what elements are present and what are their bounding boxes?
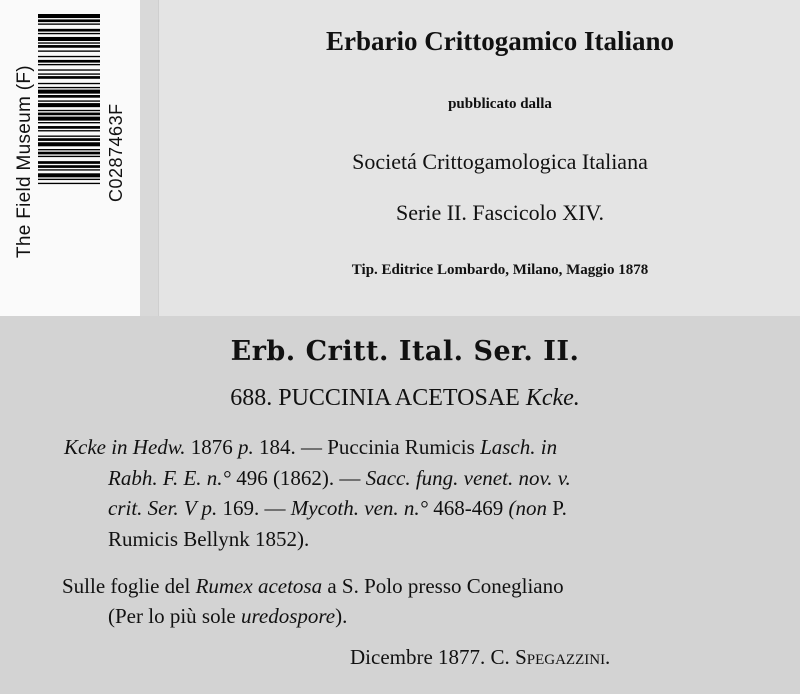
citation-text: Mycoth. ven. n.°: [290, 496, 429, 520]
citation-text: P.: [547, 496, 567, 520]
citation-text: 184. — Puccinia Rumicis: [253, 435, 481, 459]
barcode: [38, 14, 100, 278]
locality-line-1: [62, 574, 564, 599]
barcode-bar: [38, 113, 100, 116]
barcode-card-edge: [140, 0, 158, 316]
citation-text: Rabh. F. E. n.°: [108, 466, 231, 490]
barcode-bar: [38, 95, 100, 98]
citation-text: Sacc. fung. venet. nov. v.: [365, 466, 571, 490]
synonymy-line-1: [64, 435, 557, 460]
barcode-bar: [38, 33, 100, 34]
barcode-bar: [38, 183, 100, 184]
barcode-bar: [38, 156, 100, 157]
locality-line-2: [108, 604, 347, 629]
synonymy-line-4: Rumicis Bellynk 1852).: [108, 527, 310, 551]
synonymy-line-3: [108, 496, 567, 521]
barcode-bar: [38, 152, 100, 155]
barcode-bar: [38, 73, 100, 74]
barcode-bar: [38, 100, 100, 101]
spore-stage: uredospore: [240, 604, 336, 628]
species-name: PUCCINIA ACETOSAE: [278, 385, 520, 411]
barcode-bar: [38, 45, 100, 48]
barcode-bar: [38, 149, 100, 150]
barcode-bar: [38, 169, 100, 170]
locality-text: (Per lo più sole: [108, 604, 241, 628]
synonymy-line-2: [108, 466, 571, 491]
barcode-bar: [38, 37, 100, 41]
barcode-bar: [38, 110, 100, 111]
citation-text: 169. —: [217, 496, 291, 520]
barcode-bar: [38, 60, 100, 63]
barcode-bar: [38, 122, 100, 123]
header-published-by: pubblicato dalla: [448, 96, 552, 112]
barcode-bar: [38, 19, 100, 22]
barcode-bar: [38, 69, 100, 70]
barcode-bar: [38, 173, 100, 177]
barcode-bar: [38, 56, 100, 57]
barcode-bar: [38, 14, 100, 18]
collector-initial: C.: [490, 645, 510, 669]
barcode-bar: [38, 64, 100, 65]
barcode-bar: [38, 136, 100, 137]
barcode-card: [0, 0, 159, 316]
barcode-bar: [38, 126, 100, 129]
species-authority: Kcke.: [525, 385, 580, 411]
barcode-bar: [38, 87, 100, 88]
barcode-bar: [38, 90, 100, 94]
citation-text: 496 (1862). —: [230, 466, 366, 490]
citation-text: 468-469: [428, 496, 509, 520]
barcode-bar: [38, 103, 100, 107]
barcode-bar: [38, 117, 100, 121]
barcode-bar: [38, 138, 100, 141]
citation-text: (non: [508, 496, 548, 520]
citation-text: Kcke in Hedw.: [64, 435, 186, 459]
barcode-bar: [38, 83, 100, 84]
collector-name: Spegazzini.: [515, 645, 611, 669]
barcode-bar: [38, 23, 100, 24]
specimen-label-title: Erb. Critt. Ital. Ser. II.: [230, 336, 580, 367]
citation-text: 1876: [185, 435, 238, 459]
barcode-bar: [38, 42, 100, 43]
species-heading: [0, 385, 800, 412]
host-name: Rumex acetosa: [195, 574, 323, 598]
institution-text: The Field Museum (F): [14, 65, 35, 258]
barcode-bar: [38, 161, 100, 164]
barcode-bar: [38, 165, 100, 168]
locality-text: Sulle foglie del: [62, 574, 196, 598]
header-printer: Tip. Editrice Lombardo, Milano, Maggio 1878: [351, 262, 649, 278]
barcode-bar: [38, 130, 100, 131]
citation-text: Lasch. in: [480, 435, 558, 459]
collection-date-line: [350, 645, 610, 670]
citation-text: crit. Ser. V p.: [108, 496, 218, 520]
header-society: Societá Crittogamologica Italiana: [352, 149, 648, 174]
locality-text: ).: [335, 604, 348, 628]
header-series: Serie II. Fascicolo XIV.: [396, 200, 604, 225]
catalog-number: C0287463F: [106, 103, 126, 202]
specimen-number: 688.: [230, 385, 273, 411]
barcode-bar: [38, 142, 100, 146]
locality-text: a S. Polo presso Conegliano: [322, 574, 564, 598]
barcode-bar: [38, 76, 100, 79]
barcode-bar: [38, 29, 100, 32]
citation-text: p.: [238, 435, 254, 459]
collection-date: Dicembre 1877.: [350, 645, 486, 669]
barcode-bar: [38, 179, 100, 180]
header-title: Erbario Crittogamico Italiano: [326, 26, 674, 56]
barcode-bar: [38, 50, 100, 51]
